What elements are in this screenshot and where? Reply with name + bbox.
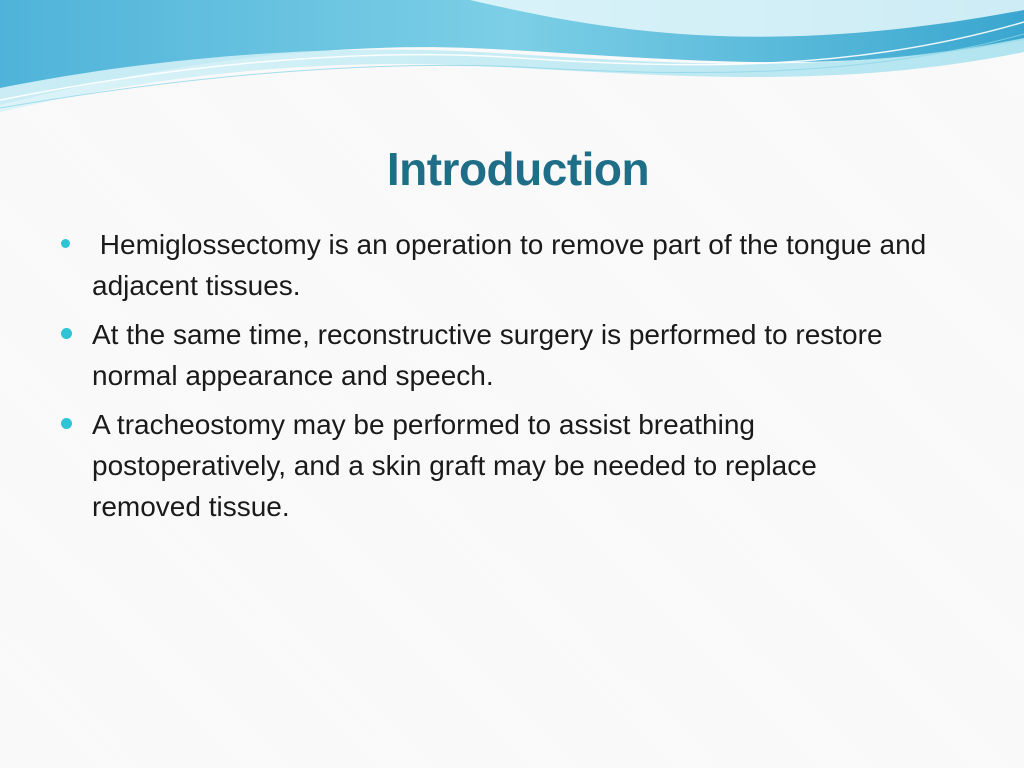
bullet-item: [92, 314, 932, 396]
bullet-item: [92, 224, 935, 306]
bullet-item: [92, 404, 932, 527]
bullet-list: [92, 224, 935, 535]
bullet-text: At the same time, reconstructive surgery is performed to restore normal appearance and speech.: [92, 319, 883, 391]
bullet-dot-icon: [61, 328, 72, 339]
bullet-dot-icon: [61, 418, 72, 429]
bullet-text: A tracheostomy may be performed to assist breathing postoperatively, and a skin graft may be needed to replace removed tissue.: [92, 409, 817, 522]
header-wave-decoration: [0, 0, 1024, 120]
bullet-text: Hemiglossectomy is an operation to remove part of the tongue and adjacent tissues.: [92, 229, 935, 301]
slide-title: Introduction: [386, 143, 650, 195]
bullet-dot-icon: [61, 239, 70, 248]
